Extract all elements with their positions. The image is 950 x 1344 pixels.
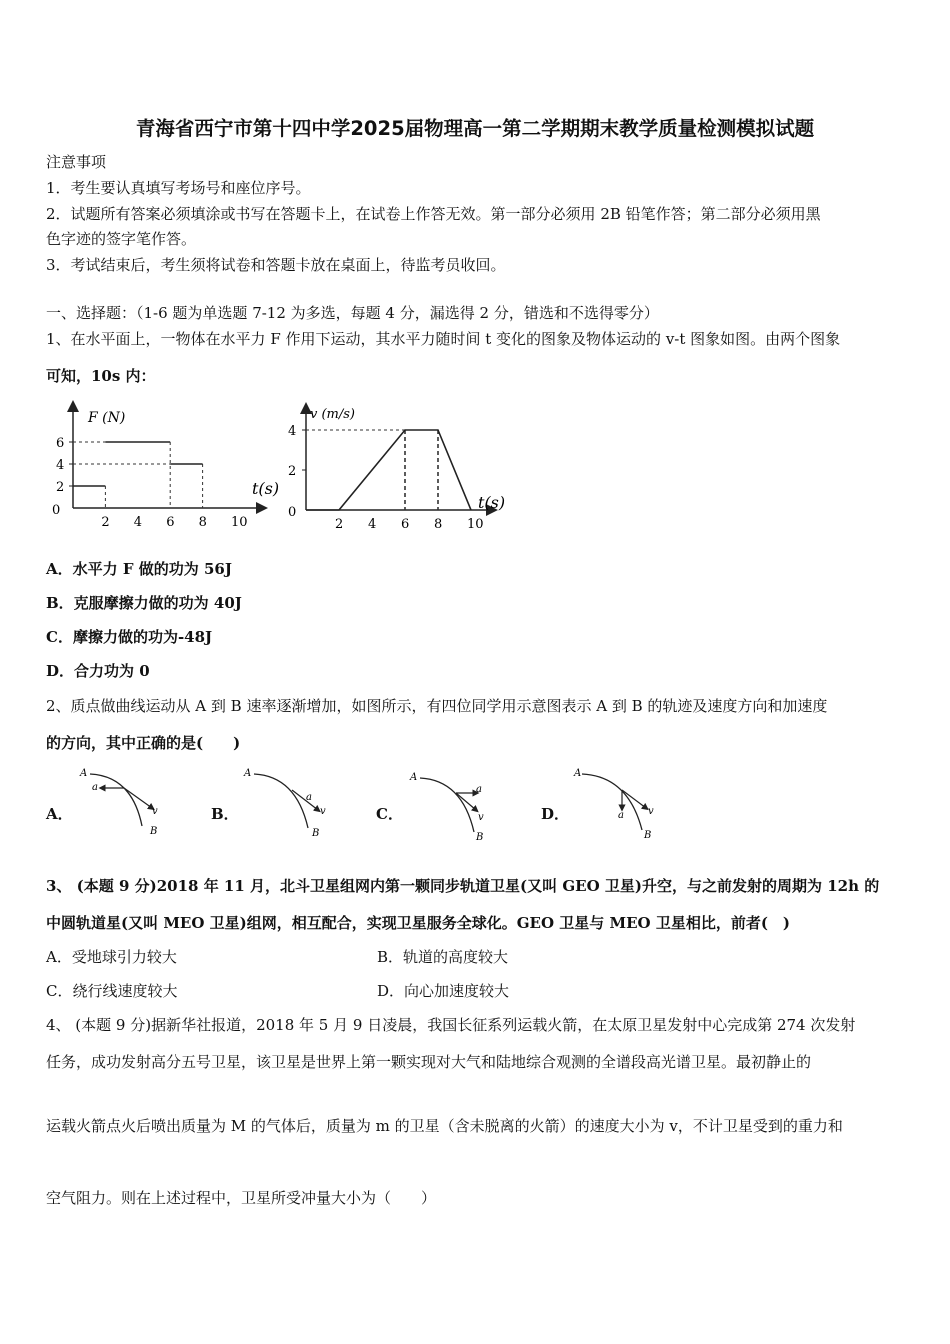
q2-option-c-label[interactable]: C． — [376, 805, 403, 823]
section-heading: 一、选择题：（1-6 题为单选题 7-12 为多选，每题 4 分，漏选得 2 分，错选和不选得零分） — [46, 304, 659, 322]
notice-item-1: 1．考生要认真填写考场号和座位序号。 — [46, 179, 311, 197]
velocity-time-graph — [272, 402, 522, 537]
v-y-label: v (m/s) — [310, 407, 355, 422]
q3-option-b[interactable]: B．轨道的高度较大 — [377, 948, 509, 966]
v-series-line — [306, 430, 471, 510]
q2-diagram-c — [402, 766, 502, 846]
svg-text:B: B — [476, 832, 484, 843]
q2-option-b-label[interactable]: B． — [211, 805, 239, 823]
svg-text:A: A — [80, 768, 88, 779]
q2-diagram-a — [72, 762, 172, 842]
page-title: 青海省西宁市第十四中学2025届物理高一第二学期期末教学质量检测模拟试题 — [135, 117, 815, 140]
svg-text:A: A — [244, 768, 252, 779]
f-y-tick-4: 4 — [56, 458, 65, 473]
f-y-label: F (N) — [88, 410, 126, 426]
q1-option-c[interactable]: C．摩擦力做的功为-48J — [46, 628, 213, 646]
svg-text:B: B — [312, 828, 320, 839]
svg-text:a: a — [306, 792, 312, 803]
q2-option-d-label[interactable]: D． — [541, 805, 570, 823]
svg-text:a: a — [476, 784, 482, 795]
svg-text:a: a — [92, 782, 98, 793]
f-x-label: t(s) — [252, 479, 280, 498]
v-x-tick-4: 4 — [368, 517, 377, 532]
f-y-tick-2: 2 — [56, 480, 65, 495]
svg-text:A: A — [410, 772, 418, 783]
v-x-tick-10: 10 — [467, 517, 484, 532]
f-ticks — [56, 436, 248, 530]
notice-item-2-cont: 色字迹的签字笔作答。 — [46, 230, 197, 248]
svg-text:v: v — [152, 806, 158, 817]
q3-line1: 3、 (本题 9 分)2018 年 11 月，北斗卫星组网内第一颗同步轨道卫星(又叫 GEO 卫星)升空，与之前发射的周期为 12h 的 — [46, 877, 880, 895]
svg-text:A: A — [574, 768, 582, 779]
f-x-tick-4: 4 — [133, 515, 143, 530]
notice-heading: 注意事项 — [46, 153, 107, 171]
f-x-tick-8: 8 — [198, 515, 207, 530]
q1-option-d[interactable]: D．合力功为 0 — [46, 662, 150, 680]
notice-item-3: 3．考试结束后，考生须将试卷和答题卡放在桌面上，待监考员收回。 — [46, 256, 506, 274]
v-y-tick-4: 4 — [288, 424, 297, 439]
v-x-tick-6: 6 — [401, 517, 410, 532]
q1-option-b[interactable]: B．克服摩擦力做的功为 40J — [46, 594, 242, 612]
f-x-tick-10: 10 — [231, 515, 248, 530]
q3-option-c[interactable]: C．绕行线速度较大 — [46, 982, 178, 1000]
q3-option-a[interactable]: A．受地球引力较大 — [46, 948, 177, 966]
svg-text:B: B — [150, 826, 158, 837]
svg-text:v: v — [478, 812, 484, 823]
q1-line1: 1、在水平面上，一物体在水平力 F 作用下运动，其水平力随时间 t 变化的图象及物体运动的 v-t 图象如图。由两个图象 — [46, 330, 841, 348]
v-x-tick-2: 2 — [335, 517, 344, 532]
q2-line2: 的方向，其中正确的是( ) — [46, 734, 241, 752]
q1-option-a[interactable]: A．水平力 F 做的功为 56J — [46, 560, 232, 578]
q4-line1: 4、 (本题 9 分)据新华社报道，2018 年 5 月 9 日凌晨，我国长征系列运载火箭，在太原卫星发射中心完成第 274 次发射 — [46, 1016, 856, 1034]
force-time-graph — [40, 396, 280, 536]
v-x-tick-8: 8 — [434, 517, 443, 532]
f-origin-label: 0 — [52, 503, 61, 518]
q2-diagram-d — [566, 762, 666, 842]
f-x-tick-2: 2 — [101, 515, 110, 530]
f-y-tick-6: 6 — [56, 436, 65, 451]
svg-text:a: a — [618, 810, 624, 821]
svg-text:B: B — [644, 830, 652, 841]
q1-line2: 可知，10s 内： — [46, 367, 156, 385]
notice-item-2: 2．试题所有答案必须填涂或书写在答题卡上，在试卷上作答无效。第一部分必须用 2B 铅笔作答；第二部分必须用黑 — [46, 205, 821, 223]
q2-line1: 2、质点做曲线运动从 A 到 B 速率逐渐增加，如图所示，有四位同学用示意图表示 A 到 B 的轨迹及速度方向和加速度 — [46, 697, 828, 715]
q2-diagram-b — [236, 762, 336, 842]
v-origin-label: 0 — [288, 505, 297, 520]
q4-line4: 空气阻力。则在上述过程中，卫星所受冲量大小为（ ） — [46, 1189, 437, 1207]
q3-option-d[interactable]: D．向心加速度较大 — [377, 982, 510, 1000]
v-y-tick-2: 2 — [288, 464, 297, 479]
f-x-tick-6: 6 — [166, 515, 175, 530]
svg-text:v: v — [648, 806, 654, 817]
v-series — [306, 430, 471, 510]
q4-line2: 任务，成功发射高分五号卫星，该卫星是世界上第一颗实现对大气和陆地综合观测的全谱段高光谱卫星。最初静止的 — [46, 1053, 812, 1071]
q3-line2: 中圆轨道星(又叫 MEO 卫星)组网，相互配合，实现卫星服务全球化。GEO 卫星与 MEO 卫星相比，前者( ) — [46, 914, 791, 932]
f-segments — [73, 442, 203, 508]
v-x-label: t(s) — [478, 493, 506, 512]
svg-text:v: v — [320, 806, 326, 817]
q4-line3: 运载火箭点火后喷出质量为 M 的气体后，质量为 m 的卫星（含未脱离的火箭）的速度大小为 v，不计卫星受到的重力和 — [46, 1117, 843, 1135]
v-ticks — [288, 424, 484, 532]
q2-option-a-label[interactable]: A． — [46, 805, 73, 823]
